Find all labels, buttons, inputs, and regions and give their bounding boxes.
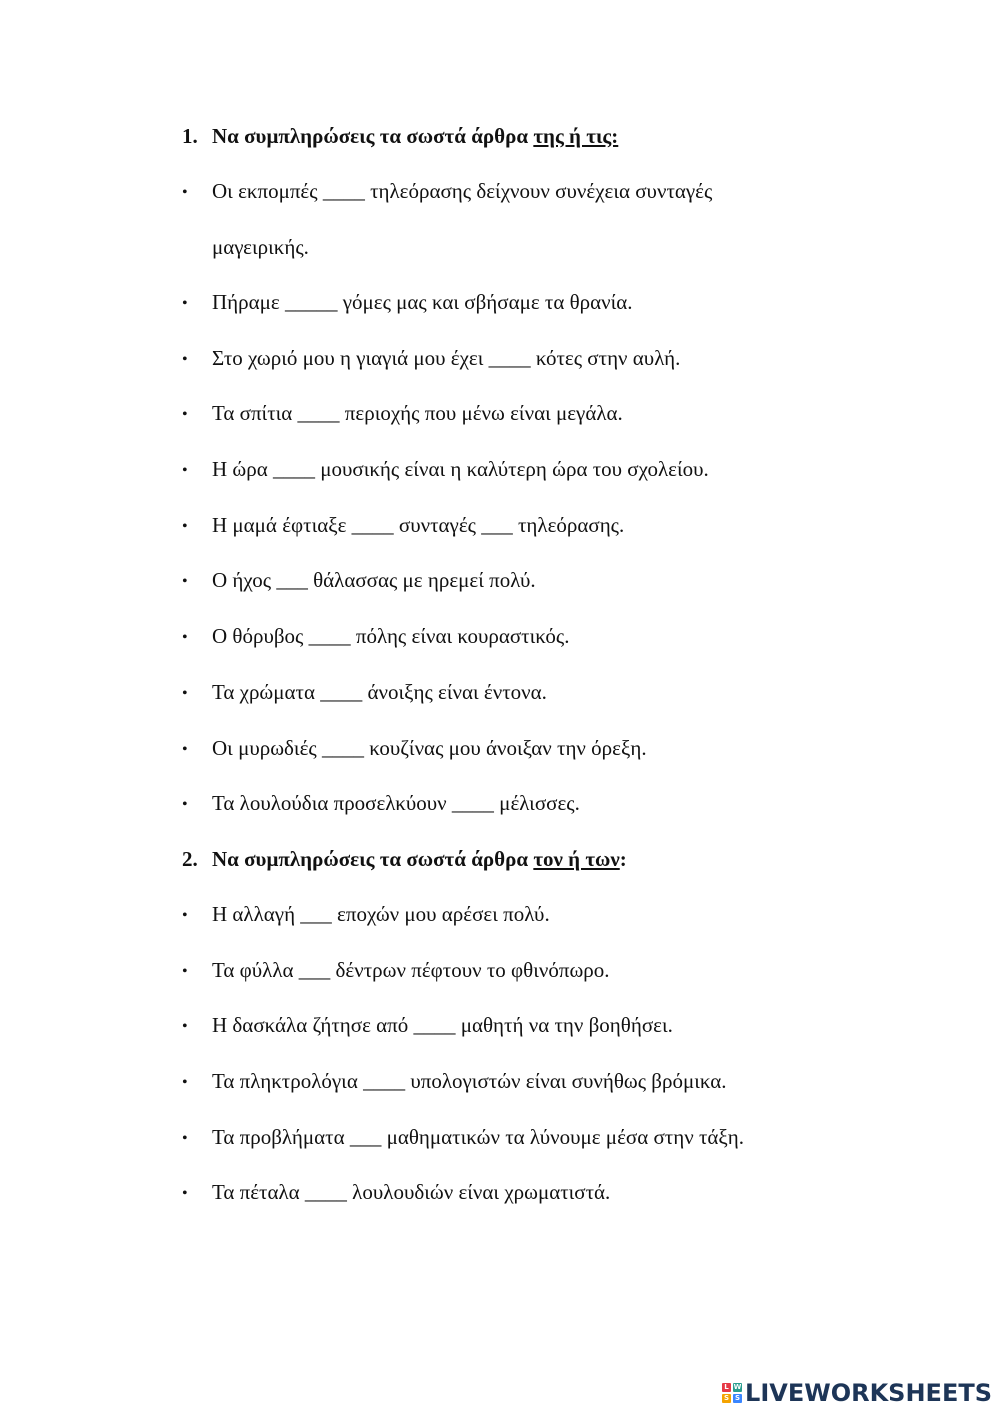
bullet-icon: • <box>182 406 188 423</box>
bullet-icon: • <box>182 685 188 702</box>
sentence-text: Η αλλαγή ___ εποχών μου αρέσει πολύ. <box>212 902 550 926</box>
bullet-icon: • <box>182 573 188 590</box>
list-item <box>182 1123 744 1153</box>
sentence-text: Η μαμά έφτιαξε ____ συνταγές ___ τηλεόρασης. <box>212 513 625 537</box>
bullet-icon: • <box>182 629 188 646</box>
sentence-text: Πήραμε _____ γόμες μας και σβήσαμε τα θρανία. <box>212 290 633 314</box>
list-item <box>182 678 547 708</box>
bullet-icon: • <box>182 796 188 813</box>
list-item <box>182 344 680 374</box>
list-item <box>182 789 580 819</box>
list-item <box>182 566 536 596</box>
liveworksheets-logo[interactable] <box>722 1379 992 1407</box>
list-item <box>182 734 647 764</box>
list-item <box>182 956 610 986</box>
bullet-icon: • <box>182 1130 188 1147</box>
section-2-heading <box>182 845 627 873</box>
bullet-icon: • <box>182 741 188 758</box>
section-1-heading-articles: της ή τις: <box>533 124 619 148</box>
sentence-text: Η ώρα ____ μουσικής είναι η καλύτερη ώρα του σχολείου. <box>212 457 709 481</box>
bullet-icon: • <box>182 1185 188 1202</box>
sentence-text: Οι εκπομπές ____ τηλεόρασης δείχνουν συνέχεια συνταγές <box>212 179 713 203</box>
bullet-icon: • <box>182 907 188 924</box>
bullet-icon: • <box>182 351 188 368</box>
list-item <box>182 1067 727 1097</box>
bullet-icon: • <box>182 1074 188 1091</box>
brand-text: LIVEWORKSHEETS <box>745 1379 992 1407</box>
section-1-heading-text: Να συμπληρώσεις τα σωστά άρθρα <box>212 124 534 148</box>
list-item <box>182 1178 610 1208</box>
sentence-text: Ο θόρυβος ____ πόλης είναι κουραστικός. <box>212 624 570 648</box>
bullet-icon: • <box>182 518 188 535</box>
list-item <box>182 900 550 930</box>
section-1-number: 1. <box>182 124 198 148</box>
logo-mark-icon <box>722 1383 742 1403</box>
list-item <box>182 1011 673 1041</box>
list-item <box>182 455 709 485</box>
sentence-text: Τα σπίτια ____ περιοχής που μένω είναι μεγάλα. <box>212 401 623 425</box>
sentence-text: Τα πέταλα ____ λουλουδιών είναι χρωματιστά. <box>212 1180 611 1204</box>
list-item <box>182 511 624 541</box>
sentence-text: Τα χρώματα ____ άνοιξης είναι έντονα. <box>212 680 547 704</box>
logo-tile: S <box>735 1394 741 1402</box>
list-item <box>182 177 713 259</box>
section-1-heading <box>182 122 618 150</box>
logo-tile: W <box>733 1383 742 1391</box>
sentence-text: Ο ήχος ___ θάλασσας με ηρεμεί πολύ. <box>212 568 536 592</box>
sentence-text: Τα προβλήματα ___ μαθηματικών τα λύνουμε μέσα στην τάξη. <box>212 1125 744 1149</box>
sentence-text: Στο χωριό μου η γιαγιά μου έχει ____ κότες στην αυλή. <box>212 346 681 370</box>
bullet-icon: • <box>182 963 188 980</box>
sentence-text-continued: μαγειρικής. <box>212 235 309 259</box>
sentence-text: Τα φύλλα ___ δέντρων πέφτουν το φθινόπωρο. <box>212 958 610 982</box>
list-item <box>182 622 569 652</box>
bullet-icon: • <box>182 462 188 479</box>
section-2-heading-articles: τον ή των <box>533 847 620 871</box>
sentence-text: Η δασκάλα ζήτησε από ____ μαθητή να την βοηθήσει. <box>212 1013 673 1037</box>
sentence-text: Τα πληκτρολόγια ____ υπολογιστών είναι συνήθως βρόμικα. <box>212 1069 727 1093</box>
bullet-icon: • <box>182 184 188 201</box>
sentence-text: Οι μυρωδιές ____ κουζίνας μου άνοιξαν την όρεξη. <box>212 736 647 760</box>
sentence-text: Τα λουλούδια προσελκύουν ____ μέλισσες. <box>212 791 580 815</box>
section-2-number: 2. <box>182 847 198 871</box>
bullet-icon: • <box>182 1018 188 1035</box>
bullet-icon: • <box>182 295 188 312</box>
list-item <box>182 288 633 318</box>
section-2-heading-text: Να συμπληρώσεις τα σωστά άρθρα <box>212 847 534 871</box>
list-item <box>182 399 623 429</box>
section-2-heading-suffix: : <box>619 847 627 871</box>
logo-tile: L <box>722 1383 731 1392</box>
logo-tile: S <box>724 1394 730 1402</box>
